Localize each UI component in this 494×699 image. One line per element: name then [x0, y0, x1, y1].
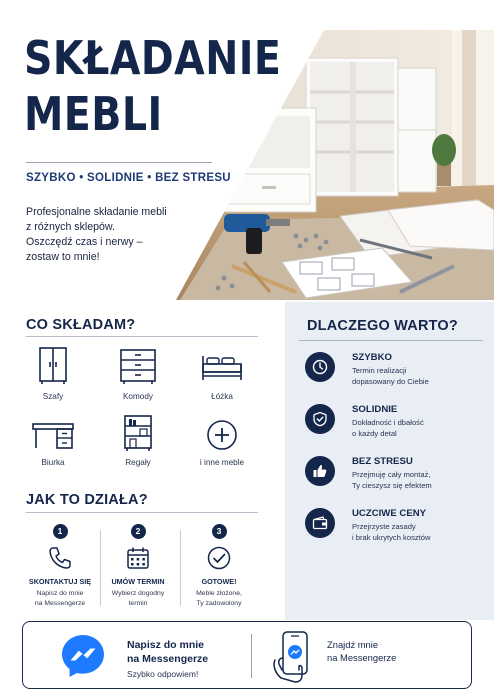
step-description — [16, 589, 104, 609]
intro-text — [26, 205, 206, 265]
offer-item-other — [177, 418, 267, 467]
step-number: 2 — [131, 524, 146, 539]
hand-phone-icon — [269, 630, 317, 684]
bed-icon — [200, 346, 244, 386]
why-icon-badge — [305, 456, 335, 486]
step-desc-line-2: termin — [128, 600, 148, 607]
step-title: GOTOWE! — [201, 577, 237, 586]
offer-item-label: Szafy — [42, 392, 64, 401]
intro-line-1: Profesjonalne składanie mebli — [26, 206, 167, 218]
why-panel — [285, 302, 494, 620]
why-icon-badge — [305, 352, 335, 382]
step-title: SKONTAKTUJ SIĘ — [28, 577, 92, 586]
step-contact — [16, 524, 104, 609]
clock-icon — [312, 359, 328, 375]
dresser-icon — [118, 346, 158, 386]
wallet-icon — [312, 515, 328, 531]
title-line-2: MEBLI — [24, 87, 163, 141]
step-desc-line-1: Napisz do mnie — [36, 590, 84, 597]
tagline-divider — [26, 162, 212, 163]
messenger-logo-icon — [59, 632, 107, 680]
why-desc-line-1: Termin realizacji — [352, 366, 407, 375]
offer-item-wardrobe — [8, 346, 98, 401]
why-icon-badge — [305, 508, 335, 538]
contact-banner[interactable] — [22, 621, 472, 689]
desk-icon — [31, 416, 75, 452]
offer-item-label: Regały — [125, 458, 151, 467]
step-desc-line-2: Ty zadowolony — [196, 600, 242, 607]
plus-circle-icon — [205, 418, 239, 452]
thumbs-up-icon — [312, 463, 328, 479]
why-item-title: BEZ STRESU — [352, 456, 413, 467]
offer-heading-rule — [26, 336, 258, 337]
step-schedule — [94, 524, 182, 609]
offer-item-label: Komody — [122, 392, 154, 401]
intro-line-2: z różnych sklepów. — [26, 221, 115, 233]
offer-item-bed — [177, 346, 267, 401]
step-desc-line-2: na Messengerze — [34, 600, 86, 607]
step-description — [94, 589, 182, 609]
contact-title-line-1: Napisz do mnie — [127, 639, 205, 651]
why-item-title: UCZCIWE CENY — [352, 508, 427, 519]
tagline: SZYBKO • SOLIDNIE • BEZ STRESU — [26, 172, 231, 184]
why-desc-line-2: o każdy detal — [352, 429, 397, 438]
offer-item-label: i inne meble — [199, 458, 245, 467]
why-heading-rule — [299, 340, 483, 341]
why-item-description — [352, 365, 492, 387]
step-desc-line-1: Wybierz dogodny — [111, 590, 165, 597]
contact-title-line-2: na Messengerze — [127, 653, 209, 665]
why-desc-line-1: Przejrzyste zasady — [352, 522, 416, 531]
wardrobe-icon — [36, 346, 70, 386]
shelf-icon — [120, 414, 156, 452]
calendar-icon — [125, 545, 151, 571]
why-desc-line-2: dopasowany do Ciebie — [352, 377, 429, 386]
why-item-description — [352, 469, 492, 491]
page-title — [24, 30, 281, 142]
step-done — [175, 524, 263, 609]
offer-item-shelf — [93, 414, 183, 467]
why-desc-line-1: Dokładność i dbałość — [352, 418, 424, 427]
offer-item-desk — [8, 416, 98, 467]
check-circle-icon — [206, 545, 232, 571]
process-heading-rule — [26, 512, 258, 513]
why-item-title: SZYBKO — [352, 352, 392, 363]
find-me-line-2: na Messengerze — [327, 652, 397, 663]
phone-icon — [47, 545, 73, 571]
offer-heading: CO SKŁADAM? — [26, 317, 136, 333]
step-desc-line-1: Meble złożone, — [196, 590, 242, 597]
contact-subtitle: Szybko odpowiem! — [127, 669, 199, 679]
why-desc-line-2: i brak ukrytych kosztów — [352, 533, 431, 542]
title-line-1: SKŁADANIE — [24, 31, 282, 85]
intro-line-4: zostaw to mnie! — [26, 251, 100, 263]
why-item-title: SOLIDNIE — [352, 404, 398, 415]
why-item-description — [352, 417, 492, 439]
step-description — [175, 589, 263, 609]
step-title: UMÓW TERMIN — [111, 577, 165, 586]
hero-section — [0, 0, 494, 300]
why-desc-line-2: Ty cieszysz się efektem — [352, 481, 432, 490]
step-number: 3 — [212, 524, 227, 539]
why-icon-badge — [305, 404, 335, 434]
why-heading: DLACZEGO WARTO? — [307, 318, 458, 334]
why-desc-line-1: Przejmuję cały montaż, — [352, 470, 431, 479]
banner-divider — [251, 634, 252, 678]
offer-item-dresser — [93, 346, 183, 401]
contact-title — [127, 638, 247, 666]
shield-check-icon — [312, 411, 328, 427]
process-heading: JAK TO DZIAŁA? — [26, 492, 148, 508]
why-item-description — [352, 521, 492, 543]
offer-item-label: Łóżka — [211, 392, 233, 401]
find-me-text — [327, 638, 437, 664]
offer-item-label: Biurka — [41, 458, 65, 467]
find-me-line-1: Znajdź mnie — [327, 639, 379, 650]
step-number: 1 — [53, 524, 68, 539]
intro-line-3: Oszczędź czas i nerwy – — [26, 236, 143, 248]
